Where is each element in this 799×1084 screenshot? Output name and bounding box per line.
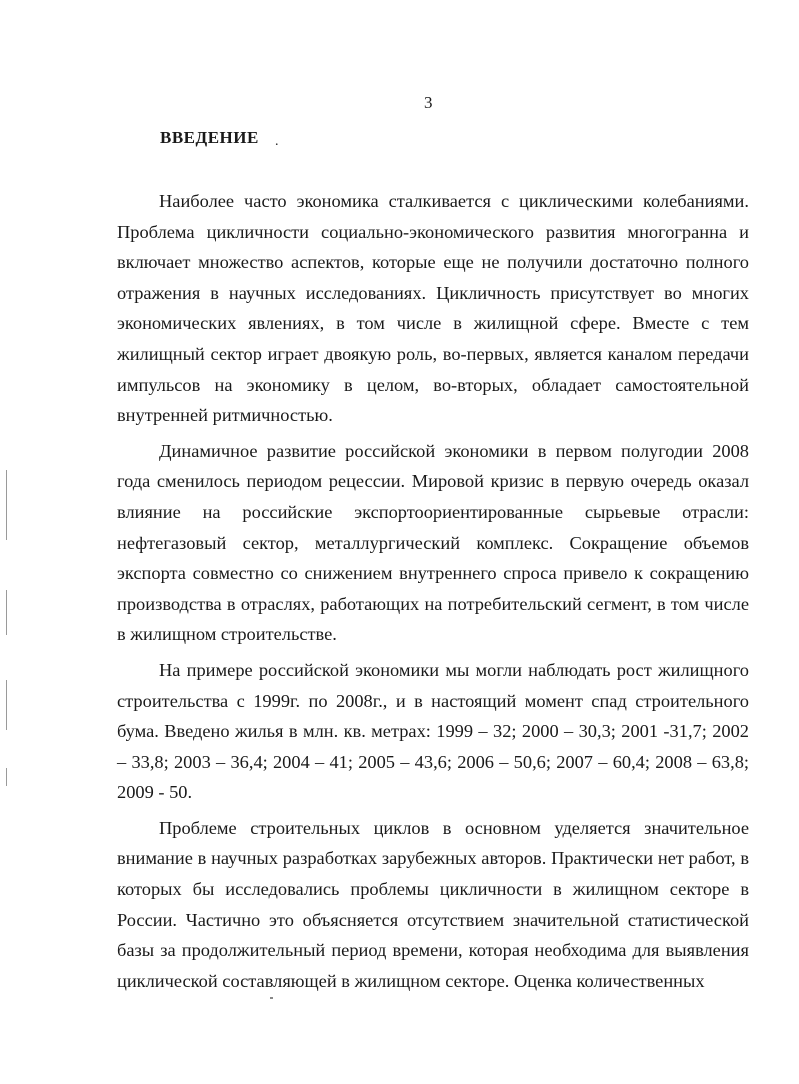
scan-edge-mark: [6, 768, 7, 786]
paragraph-1: Наиболее часто экономика сталкивается с циклическими колебаниями. Проблема цикличности социально-экономического развития многогранна и включает множество аспектов, которые еще не получили достаточно полного отражения в научных исследованиях. Цикличность присутствует во многих экономических явлениях, в том числе в жилищной сфере. Вместе с тем жилищный сектор играет двоякую роль, во-первых, является каналом передачи импульсов на экономику в целом, во-вторых, обладает самостоятельной внутренней ритмичностью.: [117, 191, 749, 426]
section-heading: ВВЕДЕНИЕ: [160, 128, 259, 147]
paragraph-3: На примере российской экономики мы могли наблюдать рост жилищного строительства с 1999г. по 2008г., и в настоящий момент спад строительного бума. Введено жилья в млн. кв. метрах: 1999 – 32; 2000 – 30,3; 2001 -31,7; 2002 – 33,8; 2003 – 36,4; 2004 – 41; 2005 – 43,6; 2006 – 50,6; 2007 – 60,4; 2008 – 63,8; 2009 - 50.: [117, 659, 749, 803]
scan-edge-mark: [6, 590, 7, 635]
page-number: 3: [424, 93, 433, 112]
paragraph-2: Динамичное развитие российской экономики в первом полугодии 2008 года сменилось периодом рецессии. Мировой кризис в первую очередь оказал влияние на российские экспортоориентированные сырьевые отрасли: нефтегазовый сектор, металлургический комплекс. Сокращение объемов экспорта совместно со снижением внутреннего спроса привело к сокращению производства в отраслях, работающих на потребительский сегмент, в том числе в жилищном строительстве.: [117, 440, 749, 645]
body-text: [117, 186, 749, 1001]
scan-edge-mark: [6, 470, 7, 540]
scan-speck: [270, 997, 273, 999]
heading-mark: .: [275, 134, 279, 149]
paragraph-4: Проблеме строительных циклов в основном уделяется значительное внимание в научных разработках зарубежных авторов. Практически нет работ, в которых бы исследовались проблемы цикличности в жилищном секторе в России. Частично это объясняется отсутствием значительной статистической базы за продолжительный период времени, которая необходима для выявления циклической составляющей в жилищном секторе. Оценка количественных: [117, 817, 749, 991]
scan-edge-mark: [6, 680, 7, 730]
